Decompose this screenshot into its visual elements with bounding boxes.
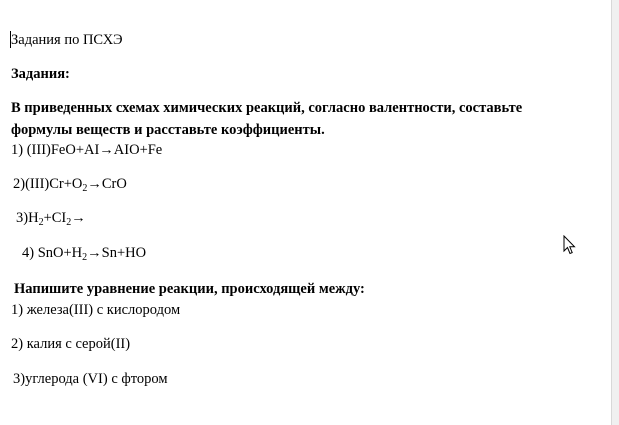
subscript: 2: [82, 252, 88, 263]
reaction-3-mid: +CI: [43, 210, 67, 226]
instruction-line-2: формулы веществ и расставьте коэффициенты.: [11, 122, 325, 138]
tasks-heading: Задания:: [11, 66, 70, 82]
reaction-arrow: →: [87, 245, 102, 261]
equation-heading: Напишите уравнение реакции, происходящей между:: [14, 281, 365, 297]
reaction-4-suffix: Sn+HO: [101, 245, 147, 261]
mouse-pointer-icon: [563, 235, 577, 255]
reaction-1-prefix: 1) (III)FeO+AI: [11, 142, 100, 158]
reaction-2-suffix: CrO: [101, 176, 127, 192]
subscript: 2: [66, 217, 72, 228]
pair-2: 2) калия с серой(II): [11, 336, 131, 352]
reaction-2-prefix: 2)(III)Cr+O: [13, 176, 83, 192]
reaction-2: [13, 175, 127, 193]
subscript: 2: [82, 183, 88, 194]
reaction-3-prefix: 3)H: [16, 210, 39, 226]
scrollbar[interactable]: [611, 0, 619, 425]
reaction-4: [22, 244, 146, 262]
reaction-4-prefix: 4) SnO+H: [22, 245, 83, 261]
reaction-1: [11, 141, 162, 159]
document-title: Задания по ПСХЭ: [11, 32, 123, 48]
reaction-1-suffix: AIO+Fe: [113, 142, 163, 158]
pair-1: 1) железа(III) с кислородом: [11, 302, 181, 318]
instruction-line-1: В приведенных схемах химических реакций, согласно валентности, составьте: [11, 100, 523, 116]
subscript: 2: [38, 217, 44, 228]
reaction-arrow: →: [71, 210, 86, 226]
reaction-3: [16, 209, 86, 227]
pair-3: 3)углерода (VI) с фтором: [13, 371, 168, 387]
reaction-arrow: →: [87, 176, 102, 192]
reaction-arrow: →: [99, 142, 114, 158]
